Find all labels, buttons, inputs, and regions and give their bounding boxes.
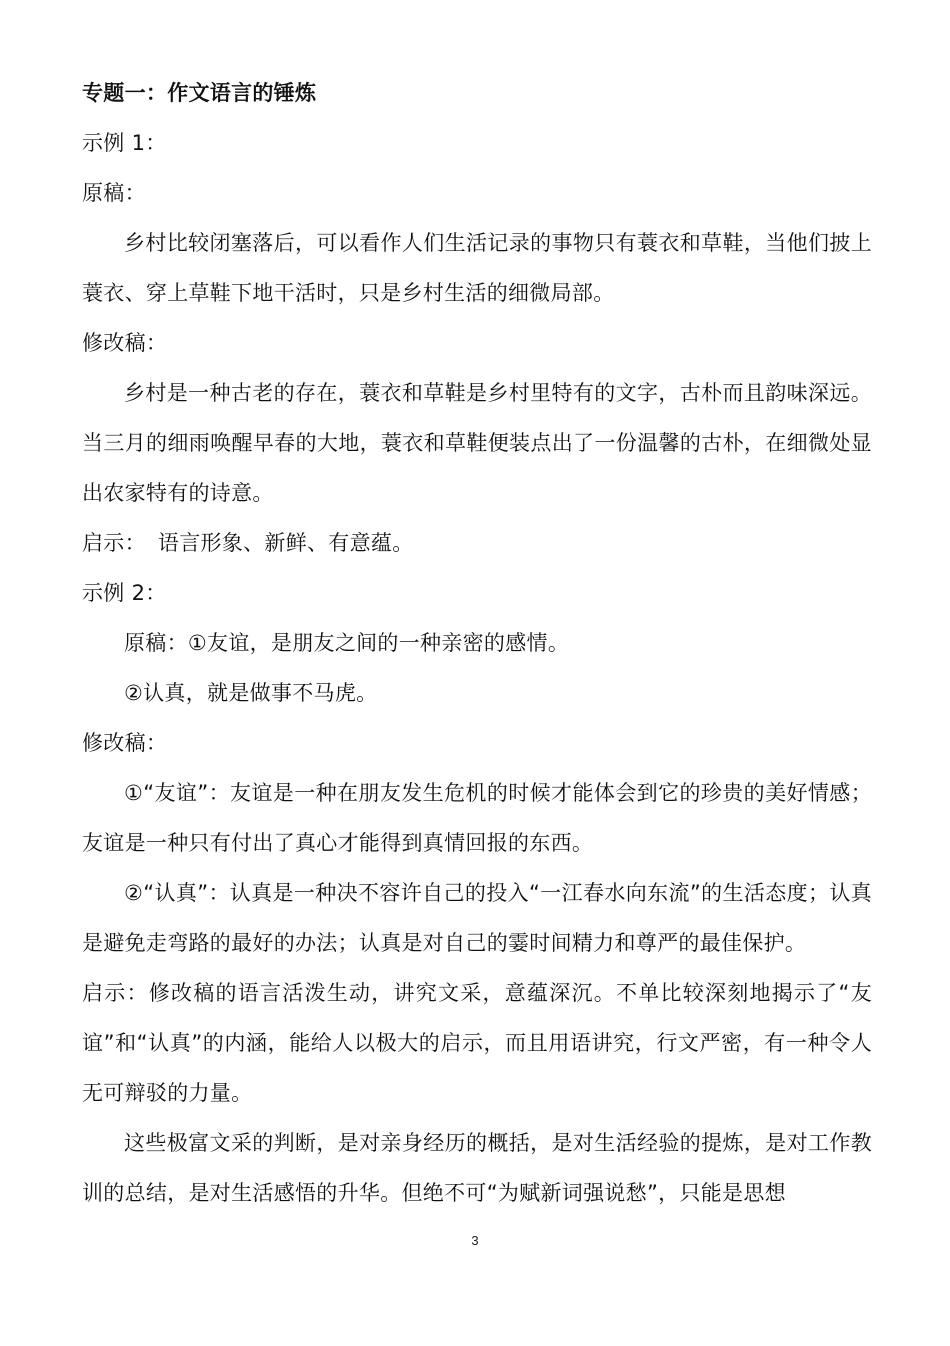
example-1-original-label: 原稿： [82,181,146,205]
example-2-revised-item-2: ②“认真”：认真是一种决不容许自己的投入“一江春水向东流”的生活态度；认真是避免走弯路的最好的办法；认真是对自己的霎时间精力和尊严的最佳保护。 [82,881,872,955]
example-2-original-line-2: ②认真，就是做事不马虎。 [124,681,378,705]
example-1-hint [82,518,872,568]
closing-paragraph: 这些极富文采的判断，是对亲身经历的概括，是对生活经验的提炼，是对工作教训的总结，是对生活感悟的升华。但绝不可“为赋新词强说愁”，只能是思想 [82,1131,872,1205]
example-1-hint-text: 语言形象、新鲜、有意蕴。 [157,531,414,555]
example-2-original-line-1: 原稿：①友谊，是朋友之间的一种亲密的感情。 [124,631,570,655]
example-1-label: 示例 1： [82,131,167,155]
example-1-original-text: 乡村比较闭塞落后，可以看作人们生活记录的事物只有蓑衣和草鞋，当他们披上蓑衣、穿上草鞋下地干活时，只是乡村生活的细微局部。 [82,231,872,305]
page-number: 3 [471,1233,479,1248]
document-body [82,68,872,1218]
example-2-revised-label: 修改稿： [82,731,168,755]
section-title: 专题一：作文语言的锤炼 [82,81,317,105]
example-2-hint: 启示：修改稿的语言活泼生动，讲究文采，意蕴深沉。不单比较深刻地揭示了“友谊”和“认真”的内涵，能给人以极大的启示，而且用语讲究，行文严密，有一种令人无可辩驳的力量。 [82,981,872,1105]
example-1-revised-label: 修改稿： [82,331,168,355]
example-1-hint-label: 启示： [82,531,146,555]
example-1-revised-text: 乡村是一种古老的存在，蓑衣和草鞋是乡村里特有的文字，古朴而且韵味深远。当三月的细雨唤醒早春的大地，蓑衣和草鞋便装点出了一份温馨的古朴，在细微处显出农家特有的诗意。 [82,381,872,505]
example-2-revised-item-1: ①“友谊”：友谊是一种在朋友发生危机的时候才能体会到它的珍贵的美好情感；友谊是一种只有付出了真心才能得到真情回报的东西。 [82,781,872,855]
example-2-label: 示例 2： [82,581,167,605]
